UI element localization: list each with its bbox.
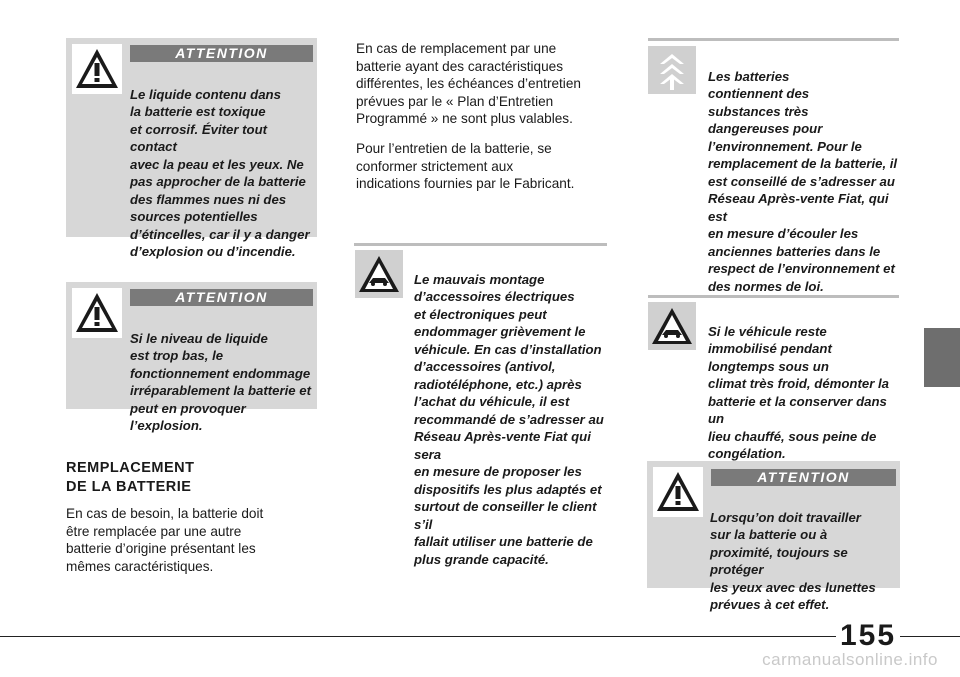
warning-text [72,312,317,452]
warning-text [72,68,317,278]
chapter-tab [924,328,960,387]
note-accessories-body: Le mauvais montage d’accessoires électriques et électroniques peut endommager grièvement le véhicule. En cas d’installation d’accessoires (antivol, radiotéléphone, etc.) après l’achat du véhicule, il est recommandé de s’adresser au Réseau Après-vente Fiat qui sera en mesure de proposer les dispositifs les plus adaptés et surtout de conseiller le client s’il fallait utiliser une batterie de plus grande capacité. [414,271,604,567]
note-divider [648,295,899,298]
note-accessories-text [355,253,610,586]
note-divider [354,243,607,246]
note-environment-text [648,50,900,313]
footer-rule [0,636,960,637]
attention-band: ATTENTION [130,45,313,62]
middle-paragraph-2: Pour l’entretien de la batterie, se conformer strictement aux indications fournies par le Fabricant. [356,141,575,192]
warning-text [652,491,900,631]
section-heading: REMPLACEMENT DE LA BATTERIE [66,460,195,495]
middle-paragraph-1: En cas de remplacement par une batterie ayant des caractéristiques différentes, les échéances d’entretien prévues par le « Plan d’Entretien Programmé » ne sont plus valables. [356,41,581,127]
note-divider [648,38,899,41]
section-body: En cas de besoin, la batterie doit être remplacée par une autre batterie d’origine présentant les mêmes caractéristiques. [66,506,264,574]
attention-band: ATTENTION [711,469,896,486]
note-environment-body: Les batteries contiennent des substances très dangereuses pour l’environnement. Pour le remplacement de la batterie, il est conseillé de s’adresser au Réseau Après-vente Fiat, qui est en mesure d’écouler les anciennes batteries dans le respect de l’environnement et des normes de loi. [708,68,898,294]
warning-text-body: Si le niveau de liquide est trop bas, le fonctionnement endommage irréparablement la batterie et peut en provoquer l’explosion. [130,330,312,433]
note-cold-text [648,305,900,480]
warning-box-goggles [647,461,900,612]
note-cold-body: Si le véhicule reste immobilisé pendant longtemps sous un climat très froid, démonter la batterie et la conserver dans un lieu chauffé, sous peine de congélation. [708,323,890,461]
warning-box-toxic [66,38,317,259]
warning-text-body: Lorsqu’on doit travailler sur la batterie ou à proximité, toujours se protéger les yeux avec des lunettes prévues à cet effet. [710,509,876,612]
attention-band: ATTENTION [130,289,313,306]
watermark: carmanualsonline.info [762,650,938,669]
warning-box-level [66,282,317,433]
page-number: 155 [836,619,900,653]
warning-text-body: Le liquide contenu dans la batterie est toxique et corrosif. Éviter tout contact avec la peau et les yeux. Ne pas approcher de la batterie des flammes nues ni des sources potentielles d’étincelles, car il y a danger d’explosion ou d’incendie. [130,86,310,259]
